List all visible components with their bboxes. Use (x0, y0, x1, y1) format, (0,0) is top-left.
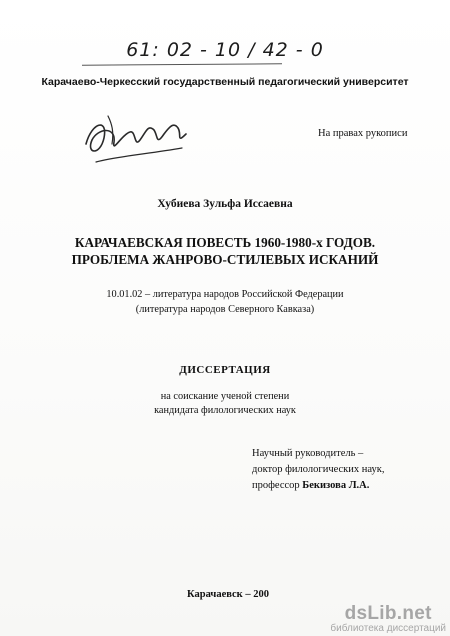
dissertation-title (0, 234, 450, 268)
specialty-line-1: 10.01.02 – литература народов Российской Федерации (106, 289, 344, 300)
specialty-code (0, 287, 450, 317)
rights-note: На правах рукописи (318, 128, 408, 139)
title-line-2: ПРОБЛЕМА ЖАНРОВО-СТИЛЕВЫХ ИСКАНИЙ (71, 252, 379, 267)
degree-sought (0, 390, 450, 418)
watermark-brand[interactable]: dsLib.net (344, 603, 432, 624)
supervisor-name: Бекизова Л.А. (302, 480, 370, 491)
scientific-supervisor (252, 446, 385, 494)
degree-line-2: кандидата филологических наук (154, 405, 296, 416)
dslib-watermark[interactable] (330, 604, 446, 634)
author-name: Хубиева Зульфа Иссаевна (157, 198, 293, 210)
specialty-line-2: (литература народов Северного Кавказа) (135, 304, 315, 315)
watermark-tagline: библиотека диссертаций (330, 623, 446, 634)
supervisor-line-2: доктор филологических наук, (252, 464, 385, 475)
handwritten-signature (78, 104, 198, 174)
place-and-year: Карачаевск – 200 (187, 589, 269, 600)
title-line-1: КАРАЧАЕВСКАЯ ПОВЕСТЬ 1960-1980-х ГОДОВ. (74, 235, 376, 250)
supervisor-line-1: Научный руководитель – (252, 448, 364, 459)
university-name: Карачаево-Черкесский государственный педагогический университет (41, 76, 409, 88)
document-type: ДИССЕРТАЦИЯ (179, 364, 271, 376)
supervisor-title: профессор (252, 480, 303, 491)
archive-code-handwritten: 61: 02 - 10 / 42 - 0 (126, 39, 324, 61)
degree-line-1: на соискание ученой степени (160, 391, 290, 402)
supervisor-line-3 (252, 478, 385, 494)
